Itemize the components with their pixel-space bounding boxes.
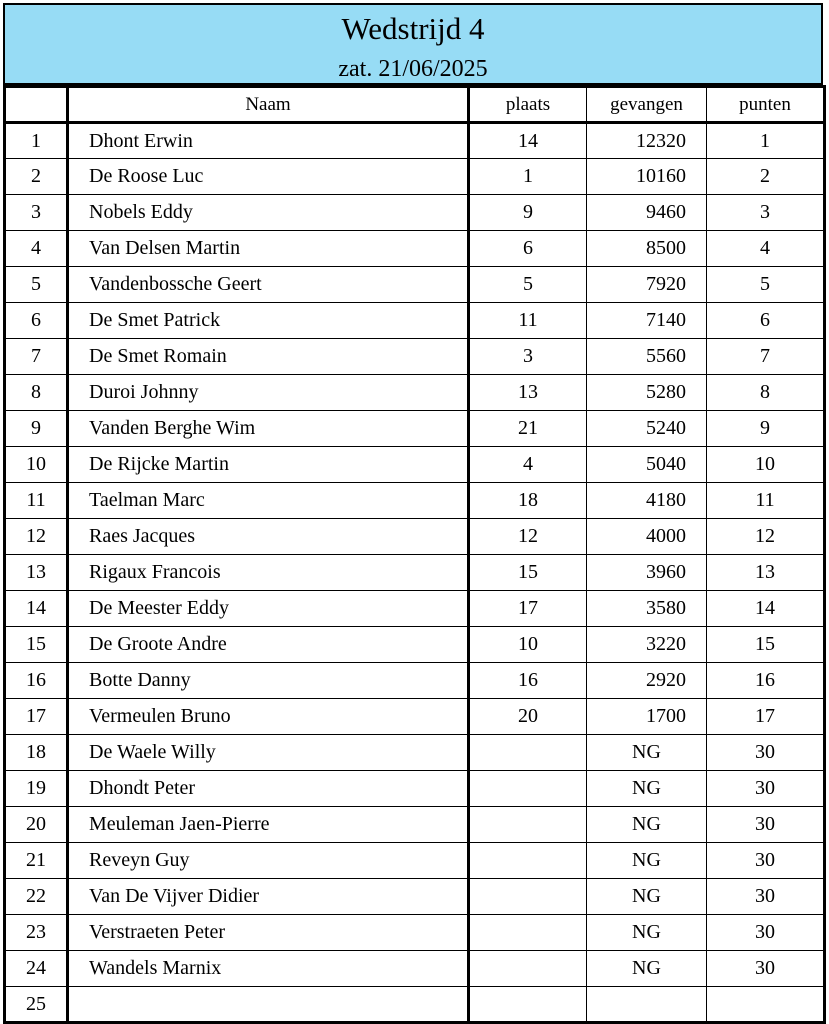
table-row bbox=[5, 303, 825, 339]
plaats-cell: 6 bbox=[469, 231, 587, 267]
plaats-cell: 5 bbox=[469, 267, 587, 303]
punten-cell: 13 bbox=[707, 555, 825, 591]
rank-cell: 7 bbox=[5, 339, 68, 375]
name-cell: Meuleman Jaen-Pierre bbox=[68, 807, 469, 843]
punten-cell: 15 bbox=[707, 627, 825, 663]
rank-cell: 12 bbox=[5, 519, 68, 555]
rank-cell: 16 bbox=[5, 663, 68, 699]
plaats-cell bbox=[469, 987, 587, 1023]
plaats-cell: 11 bbox=[469, 303, 587, 339]
gevangen-cell: NG bbox=[587, 843, 707, 879]
table-row bbox=[5, 483, 825, 519]
rank-cell: 15 bbox=[5, 627, 68, 663]
table-row bbox=[5, 411, 825, 447]
name-cell: Dhont Erwin bbox=[68, 123, 469, 159]
competition-header bbox=[3, 3, 823, 85]
rank-cell: 23 bbox=[5, 915, 68, 951]
plaats-cell: 1 bbox=[469, 159, 587, 195]
column-header-naam: Naam bbox=[68, 87, 469, 123]
plaats-cell: 4 bbox=[469, 447, 587, 483]
punten-cell: 11 bbox=[707, 483, 825, 519]
punten-cell: 30 bbox=[707, 951, 825, 987]
table-row bbox=[5, 591, 825, 627]
rank-cell: 22 bbox=[5, 879, 68, 915]
rank-cell: 20 bbox=[5, 807, 68, 843]
rank-cell: 3 bbox=[5, 195, 68, 231]
plaats-cell: 13 bbox=[469, 375, 587, 411]
punten-cell: 9 bbox=[707, 411, 825, 447]
name-cell: Van Delsen Martin bbox=[68, 231, 469, 267]
table-header-row bbox=[5, 87, 825, 123]
plaats-cell: 9 bbox=[469, 195, 587, 231]
plaats-cell: 12 bbox=[469, 519, 587, 555]
gevangen-cell: 10160 bbox=[587, 159, 707, 195]
table-row bbox=[5, 555, 825, 591]
table-row bbox=[5, 195, 825, 231]
punten-cell: 14 bbox=[707, 591, 825, 627]
gevangen-cell: 3960 bbox=[587, 555, 707, 591]
table-row bbox=[5, 375, 825, 411]
rank-cell: 11 bbox=[5, 483, 68, 519]
table-row bbox=[5, 699, 825, 735]
table-row bbox=[5, 735, 825, 771]
table-row bbox=[5, 843, 825, 879]
name-cell: Van De Vijver Didier bbox=[68, 879, 469, 915]
table-row bbox=[5, 267, 825, 303]
plaats-cell bbox=[469, 807, 587, 843]
plaats-cell: 17 bbox=[469, 591, 587, 627]
name-cell: De Waele Willy bbox=[68, 735, 469, 771]
punten-cell: 30 bbox=[707, 915, 825, 951]
gevangen-cell: 3220 bbox=[587, 627, 707, 663]
table-row bbox=[5, 339, 825, 375]
rank-cell: 9 bbox=[5, 411, 68, 447]
rank-cell: 17 bbox=[5, 699, 68, 735]
gevangen-cell: 3580 bbox=[587, 591, 707, 627]
table-row bbox=[5, 951, 825, 987]
name-cell: De Smet Romain bbox=[68, 339, 469, 375]
gevangen-cell: 5240 bbox=[587, 411, 707, 447]
punten-cell: 30 bbox=[707, 735, 825, 771]
gevangen-cell: 12320 bbox=[587, 123, 707, 159]
punten-cell: 10 bbox=[707, 447, 825, 483]
rank-cell: 24 bbox=[5, 951, 68, 987]
rank-cell: 10 bbox=[5, 447, 68, 483]
gevangen-cell: 5560 bbox=[587, 339, 707, 375]
name-cell: De Roose Luc bbox=[68, 159, 469, 195]
table-row bbox=[5, 627, 825, 663]
gevangen-cell: NG bbox=[587, 915, 707, 951]
name-cell: Wandels Marnix bbox=[68, 951, 469, 987]
rank-cell: 2 bbox=[5, 159, 68, 195]
gevangen-cell: 9460 bbox=[587, 195, 707, 231]
gevangen-cell: 1700 bbox=[587, 699, 707, 735]
plaats-cell: 18 bbox=[469, 483, 587, 519]
name-cell: Nobels Eddy bbox=[68, 195, 469, 231]
name-cell: De Smet Patrick bbox=[68, 303, 469, 339]
table-row bbox=[5, 231, 825, 267]
plaats-cell: 3 bbox=[469, 339, 587, 375]
table-row bbox=[5, 447, 825, 483]
gevangen-cell: NG bbox=[587, 771, 707, 807]
name-cell: Vandenbossche Geert bbox=[68, 267, 469, 303]
name-cell: De Groote Andre bbox=[68, 627, 469, 663]
table-row bbox=[5, 519, 825, 555]
rank-cell: 14 bbox=[5, 591, 68, 627]
name-cell: De Rijcke Martin bbox=[68, 447, 469, 483]
plaats-cell bbox=[469, 843, 587, 879]
rank-cell: 6 bbox=[5, 303, 68, 339]
gevangen-cell: 4000 bbox=[587, 519, 707, 555]
name-cell: Vanden Berghe Wim bbox=[68, 411, 469, 447]
gevangen-cell: 2920 bbox=[587, 663, 707, 699]
punten-cell: 2 bbox=[707, 159, 825, 195]
rank-cell: 25 bbox=[5, 987, 68, 1023]
plaats-cell bbox=[469, 771, 587, 807]
rank-cell: 13 bbox=[5, 555, 68, 591]
plaats-cell: 14 bbox=[469, 123, 587, 159]
punten-cell: 16 bbox=[707, 663, 825, 699]
table-row bbox=[5, 987, 825, 1023]
gevangen-cell bbox=[587, 987, 707, 1023]
gevangen-cell: NG bbox=[587, 807, 707, 843]
punten-cell: 12 bbox=[707, 519, 825, 555]
plaats-cell: 16 bbox=[469, 663, 587, 699]
punten-cell: 30 bbox=[707, 771, 825, 807]
table-row bbox=[5, 663, 825, 699]
name-cell: Botte Danny bbox=[68, 663, 469, 699]
punten-cell: 8 bbox=[707, 375, 825, 411]
name-cell: Rigaux Francois bbox=[68, 555, 469, 591]
gevangen-cell: 4180 bbox=[587, 483, 707, 519]
punten-cell: 6 bbox=[707, 303, 825, 339]
name-cell: Raes Jacques bbox=[68, 519, 469, 555]
rank-cell: 8 bbox=[5, 375, 68, 411]
rank-cell: 1 bbox=[5, 123, 68, 159]
rank-cell: 19 bbox=[5, 771, 68, 807]
column-header-gevangen: gevangen bbox=[587, 87, 707, 123]
table-row bbox=[5, 915, 825, 951]
punten-cell: 17 bbox=[707, 699, 825, 735]
rank-cell: 5 bbox=[5, 267, 68, 303]
plaats-cell bbox=[469, 951, 587, 987]
name-cell: Taelman Marc bbox=[68, 483, 469, 519]
gevangen-cell: 7920 bbox=[587, 267, 707, 303]
match-date: zat. 21/06/2025 bbox=[338, 56, 488, 82]
gevangen-cell: 5280 bbox=[587, 375, 707, 411]
plaats-cell: 21 bbox=[469, 411, 587, 447]
name-cell: Reveyn Guy bbox=[68, 843, 469, 879]
table-row bbox=[5, 807, 825, 843]
punten-cell bbox=[707, 987, 825, 1023]
gevangen-cell: NG bbox=[587, 879, 707, 915]
column-header-punten: punten bbox=[707, 87, 825, 123]
gevangen-cell: 5040 bbox=[587, 447, 707, 483]
rank-cell: 4 bbox=[5, 231, 68, 267]
plaats-cell bbox=[469, 735, 587, 771]
table-row bbox=[5, 879, 825, 915]
table-row bbox=[5, 771, 825, 807]
column-header-rank bbox=[5, 87, 68, 123]
punten-cell: 3 bbox=[707, 195, 825, 231]
name-cell bbox=[68, 987, 469, 1023]
punten-cell: 5 bbox=[707, 267, 825, 303]
gevangen-cell: 7140 bbox=[587, 303, 707, 339]
name-cell: Vermeulen Bruno bbox=[68, 699, 469, 735]
name-cell: Duroi Johnny bbox=[68, 375, 469, 411]
punten-cell: 4 bbox=[707, 231, 825, 267]
plaats-cell: 10 bbox=[469, 627, 587, 663]
column-header-plaats: plaats bbox=[469, 87, 587, 123]
punten-cell: 30 bbox=[707, 879, 825, 915]
plaats-cell bbox=[469, 879, 587, 915]
gevangen-cell: NG bbox=[587, 951, 707, 987]
plaats-cell: 15 bbox=[469, 555, 587, 591]
name-cell: De Meester Eddy bbox=[68, 591, 469, 627]
plaats-cell bbox=[469, 915, 587, 951]
table-row bbox=[5, 159, 825, 195]
name-cell: Verstraeten Peter bbox=[68, 915, 469, 951]
gevangen-cell: NG bbox=[587, 735, 707, 771]
name-cell: Dhondt Peter bbox=[68, 771, 469, 807]
page-title: Wedstrijd 4 bbox=[341, 11, 485, 46]
rank-cell: 21 bbox=[5, 843, 68, 879]
gevangen-cell: 8500 bbox=[587, 231, 707, 267]
punten-cell: 30 bbox=[707, 843, 825, 879]
punten-cell: 7 bbox=[707, 339, 825, 375]
results-table bbox=[3, 85, 826, 1024]
plaats-cell: 20 bbox=[469, 699, 587, 735]
table-row bbox=[5, 123, 825, 159]
punten-cell: 1 bbox=[707, 123, 825, 159]
rank-cell: 18 bbox=[5, 735, 68, 771]
punten-cell: 30 bbox=[707, 807, 825, 843]
